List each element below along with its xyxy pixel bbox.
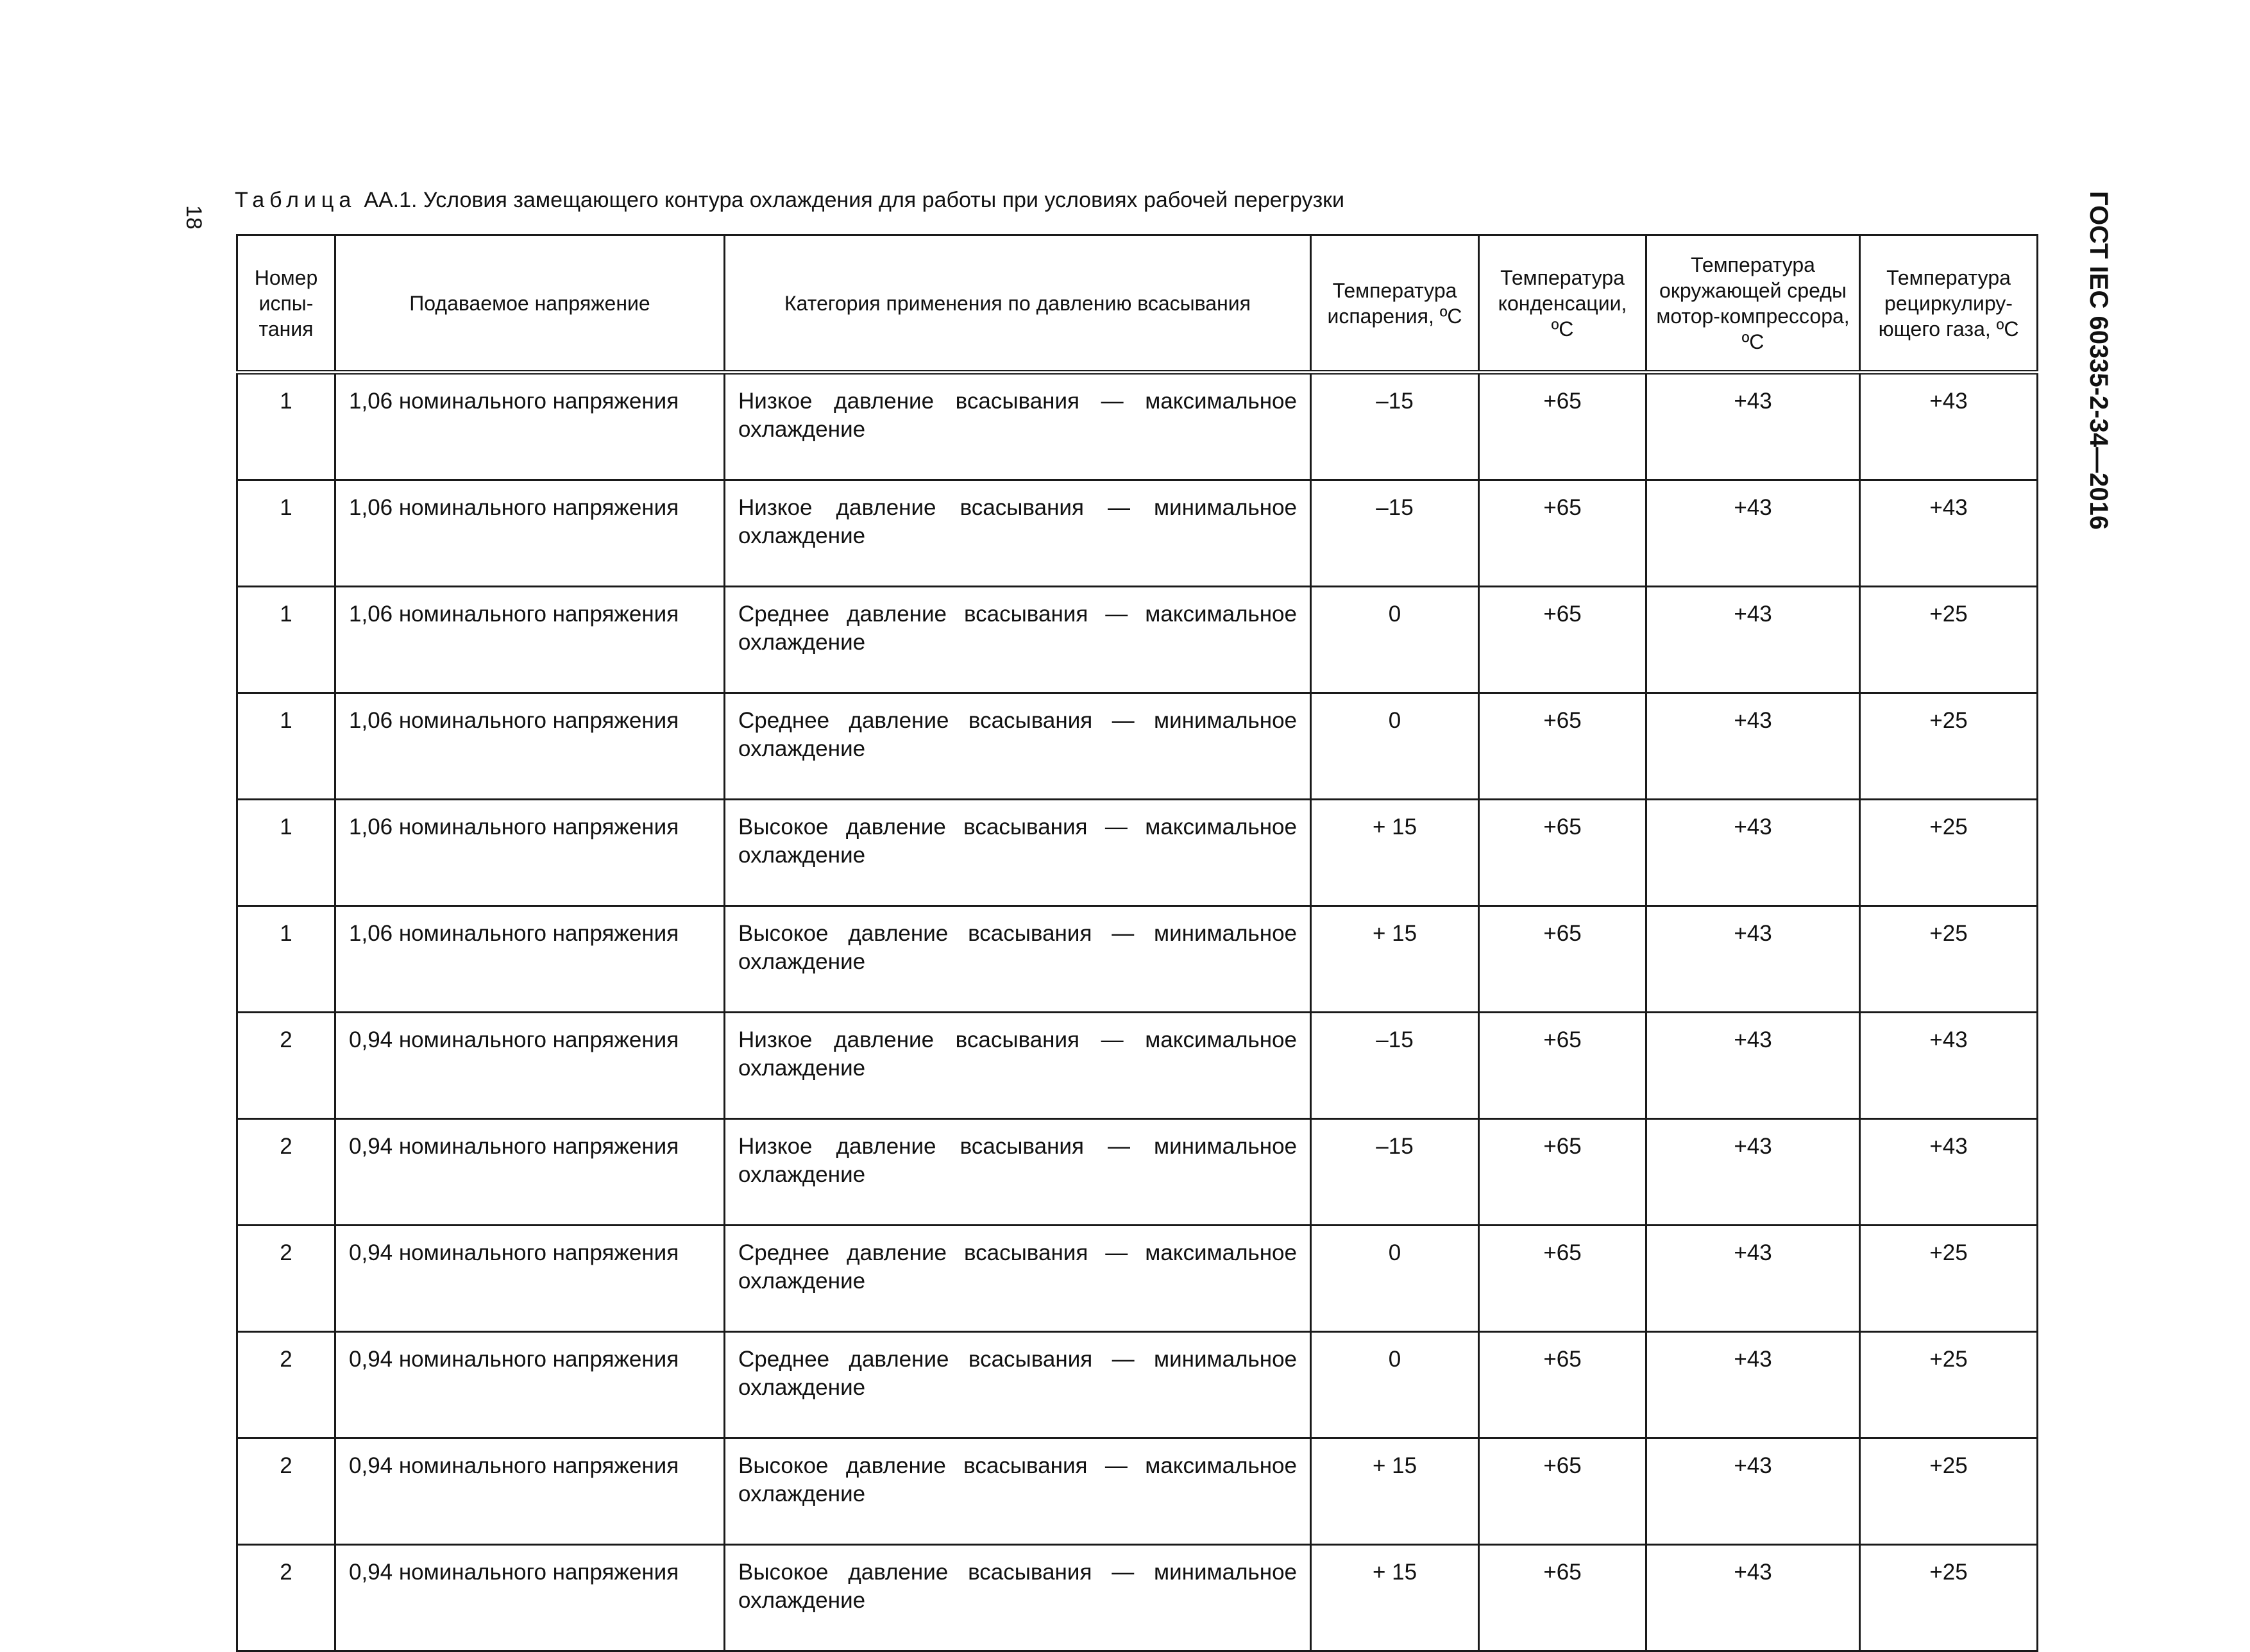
- cell-return-gas-temperature: +43: [1860, 1013, 2038, 1119]
- document-code: ГОСТ IEC 60335-2-34—2016: [2085, 191, 2113, 530]
- cell-supply-voltage: 1,06 номинального напряжения: [335, 373, 725, 480]
- cell-return-gas-temperature: +25: [1860, 693, 2038, 800]
- cell-condensation-temperature: +65: [1479, 480, 1646, 587]
- table-row: [237, 1438, 2038, 1545]
- cell-ambient-temperature: +43: [1646, 1119, 1860, 1226]
- cell-application-category: Высокое давление всасывания — максимальное охлаждение: [725, 800, 1311, 906]
- cell-evaporation-temperature: 0: [1311, 1226, 1479, 1332]
- table-caption: [235, 183, 1344, 217]
- cell-return-gas-temperature: +25: [1860, 906, 2038, 1013]
- cell-condensation-temperature: +65: [1479, 1119, 1646, 1226]
- cell-evaporation-temperature: –15: [1311, 1013, 1479, 1119]
- cell-supply-voltage: 1,06 номинального напряжения: [335, 480, 725, 587]
- cell-condensation-temperature: +65: [1479, 693, 1646, 800]
- table-row: [237, 587, 2038, 693]
- cell-ambient-temperature: +43: [1646, 1226, 1860, 1332]
- cell-return-gas-temperature: +25: [1860, 1226, 2038, 1332]
- cell-condensation-temperature: +65: [1479, 906, 1646, 1013]
- cell-ambient-temperature: +43: [1646, 693, 1860, 800]
- cell-condensation-temperature: +65: [1479, 587, 1646, 693]
- cell-test-number: 1: [237, 800, 335, 906]
- cell-application-category: Среднее давление всасывания — максимальное охлаждение: [725, 1226, 1311, 1332]
- cell-condensation-temperature: +65: [1479, 1013, 1646, 1119]
- cell-test-number: 2: [237, 1545, 335, 1651]
- cell-condensation-temperature: +65: [1479, 1545, 1646, 1651]
- page-number: 18: [182, 205, 206, 230]
- cell-return-gas-temperature: +25: [1860, 587, 2038, 693]
- cell-ambient-temperature: +43: [1646, 1013, 1860, 1119]
- table-caption-label: Таблица: [235, 188, 357, 212]
- cell-supply-voltage: 1,06 номинального напряжения: [335, 587, 725, 693]
- cell-evaporation-temperature: + 15: [1311, 800, 1479, 906]
- cell-application-category: Низкое давление всасывания — максимальное охлаждение: [725, 1013, 1311, 1119]
- cell-supply-voltage: 0,94 номинального напряжения: [335, 1226, 725, 1332]
- table-row: [237, 1545, 2038, 1651]
- cell-ambient-temperature: +43: [1646, 587, 1860, 693]
- cell-evaporation-temperature: –15: [1311, 1119, 1479, 1226]
- cell-supply-voltage: 0,94 номинального напряжения: [335, 1545, 725, 1651]
- cell-test-number: 1: [237, 480, 335, 587]
- table-row: [237, 373, 2038, 480]
- table-row: [237, 800, 2038, 906]
- cell-test-number: 2: [237, 1226, 335, 1332]
- cell-return-gas-temperature: +25: [1860, 1438, 2038, 1545]
- cell-condensation-temperature: +65: [1479, 1438, 1646, 1545]
- cell-supply-voltage: 0,94 номинального напряжения: [335, 1332, 725, 1438]
- table-row: [237, 480, 2038, 587]
- cell-supply-voltage: 1,06 номинального напряжения: [335, 693, 725, 800]
- cell-ambient-temperature: +43: [1646, 1438, 1860, 1545]
- cell-test-number: 2: [237, 1438, 335, 1545]
- cell-application-category: Среднее давление всасывания — максимальное охлаждение: [725, 587, 1311, 693]
- cell-return-gas-temperature: +25: [1860, 1332, 2038, 1438]
- cell-supply-voltage: 0,94 номинального напряжения: [335, 1013, 725, 1119]
- cell-ambient-temperature: +43: [1646, 800, 1860, 906]
- cell-test-number: 1: [237, 693, 335, 800]
- table-row: [237, 1332, 2038, 1438]
- table-row: [237, 1013, 2038, 1119]
- cell-ambient-temperature: +43: [1646, 1332, 1860, 1438]
- header-test-number: Номер испы-тания: [237, 235, 335, 373]
- cell-evaporation-temperature: 0: [1311, 693, 1479, 800]
- cell-evaporation-temperature: + 15: [1311, 1438, 1479, 1545]
- cell-application-category: Среднее давление всасывания — минимальное охлаждение: [725, 693, 1311, 800]
- cell-return-gas-temperature: +25: [1860, 1545, 2038, 1651]
- header-condensation-temperature: Температура конденсации, ºC: [1479, 235, 1646, 373]
- cell-evaporation-temperature: + 15: [1311, 906, 1479, 1013]
- cell-ambient-temperature: +43: [1646, 906, 1860, 1013]
- cell-evaporation-temperature: 0: [1311, 1332, 1479, 1438]
- cell-supply-voltage: 0,94 номинального напряжения: [335, 1119, 725, 1226]
- cell-application-category: Высокое давление всасывания — максимальное охлаждение: [725, 1438, 1311, 1545]
- cell-application-category: Высокое давление всасывания — минимальное охлаждение: [725, 1545, 1311, 1651]
- cell-evaporation-temperature: 0: [1311, 587, 1479, 693]
- cell-ambient-temperature: +43: [1646, 480, 1860, 587]
- conditions-table: [236, 234, 2038, 1652]
- cell-test-number: 2: [237, 1119, 335, 1226]
- cell-evaporation-temperature: –15: [1311, 480, 1479, 587]
- header-application-category: Категория применения по давлению всасывания: [725, 235, 1311, 373]
- cell-condensation-temperature: +65: [1479, 373, 1646, 480]
- cell-application-category: Среднее давление всасывания — минимальное охлаждение: [725, 1332, 1311, 1438]
- cell-ambient-temperature: +43: [1646, 1545, 1860, 1651]
- table-row: [237, 1119, 2038, 1226]
- cell-test-number: 1: [237, 906, 335, 1013]
- cell-condensation-temperature: +65: [1479, 800, 1646, 906]
- table-row: [237, 693, 2038, 800]
- cell-evaporation-temperature: –15: [1311, 373, 1479, 480]
- cell-test-number: 2: [237, 1332, 335, 1438]
- cell-return-gas-temperature: +43: [1860, 480, 2038, 587]
- table-row: [237, 906, 2038, 1013]
- cell-test-number: 1: [237, 373, 335, 480]
- cell-supply-voltage: 0,94 номинального напряжения: [335, 1438, 725, 1545]
- cell-ambient-temperature: +43: [1646, 373, 1860, 480]
- cell-application-category: Низкое давление всасывания — максимальное охлаждение: [725, 373, 1311, 480]
- cell-test-number: 2: [237, 1013, 335, 1119]
- table-row: [237, 1226, 2038, 1332]
- cell-condensation-temperature: +65: [1479, 1332, 1646, 1438]
- cell-supply-voltage: 1,06 номинального напряжения: [335, 800, 725, 906]
- cell-supply-voltage: 1,06 номинального напряжения: [335, 906, 725, 1013]
- table-header-row: [237, 235, 2038, 373]
- cell-application-category: Высокое давление всасывания — минимальное охлаждение: [725, 906, 1311, 1013]
- header-evaporation-temperature: Температура испарения, ºC: [1311, 235, 1479, 373]
- cell-return-gas-temperature: +25: [1860, 800, 2038, 906]
- cell-application-category: Низкое давление всасывания — минимальное охлаждение: [725, 1119, 1311, 1226]
- cell-condensation-temperature: +65: [1479, 1226, 1646, 1332]
- cell-evaporation-temperature: + 15: [1311, 1545, 1479, 1651]
- cell-application-category: Низкое давление всасывания — минимальное охлаждение: [725, 480, 1311, 587]
- header-ambient-temperature: Температура окружающей среды мотор-компрессора, ºC: [1646, 235, 1860, 373]
- header-return-gas-temperature: Температура рециркулиру-ющего газа, ºC: [1860, 235, 2038, 373]
- cell-return-gas-temperature: +43: [1860, 373, 2038, 480]
- cell-return-gas-temperature: +43: [1860, 1119, 2038, 1226]
- header-supply-voltage: Подаваемое напряжение: [335, 235, 725, 373]
- table-caption-text: АА.1. Условия замещающего контура охлаждения для работы при условиях рабочей перегрузки: [364, 188, 1345, 212]
- cell-test-number: 1: [237, 587, 335, 693]
